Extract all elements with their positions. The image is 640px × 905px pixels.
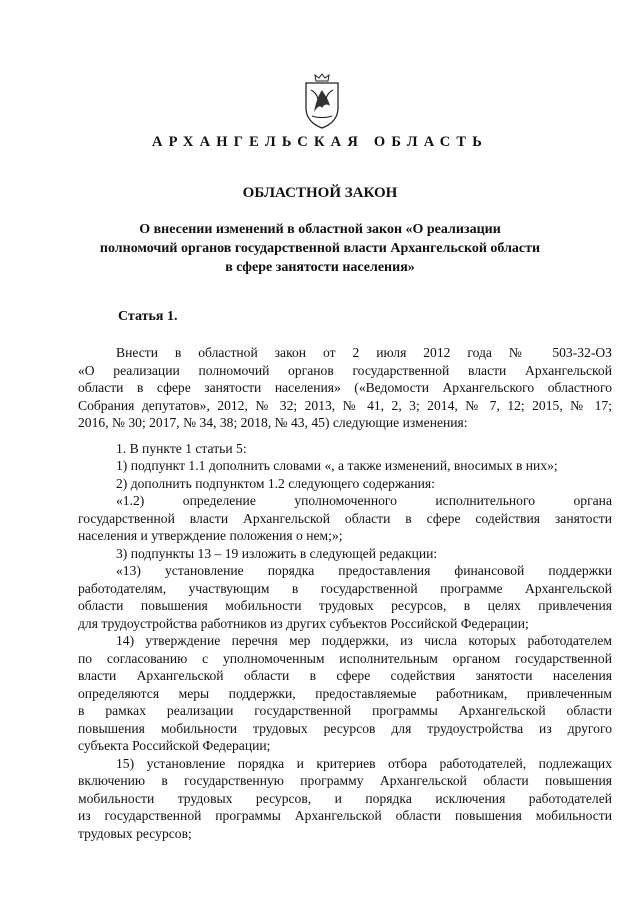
body-line: 2) дополнить подпунктом 1.2 следующего содержания: xyxy=(116,475,435,491)
law-title xyxy=(60,220,580,277)
body-line: повышения мобильности трудовых ресурсов для трудоустройства из другого xyxy=(78,720,612,736)
body-line: «1.2) определение уполномоченного исполнительного органа xyxy=(116,493,612,508)
document-type: ОБЛАСТНОЙ ЗАКОН xyxy=(242,185,398,201)
law-title-line: полномочий органов государственной власти Архангельской области xyxy=(99,241,541,256)
body-line: «О реализации полномочий органов государственной власти Архангельской xyxy=(78,362,612,378)
body-line: Собрания депутатов», 2012, № 32; 2013, № 41, 2, 3; 2014, № 7, 12; 2015, № 17; xyxy=(78,397,612,413)
body-line: работодателям, участвующим в государственной программе Архангельской xyxy=(78,580,612,596)
law-title-line: в сфере занятости населения» xyxy=(225,260,415,275)
body-line: 3) подпункты 13 – 19 изложить в следующей редакции: xyxy=(116,545,438,561)
law-title-line: О внесении изменений в областной закон «О реализации xyxy=(139,222,501,237)
body-line: мобильности трудовых ресурсов, и порядка исключения работодателей xyxy=(78,790,612,806)
body-line: государственной власти Архангельской области в сфере содействия занятости xyxy=(78,510,612,526)
body-line: 2016, № 30; 2017, № 34, 38; 2018, № 43, 45) следующие изменения: xyxy=(78,415,468,430)
body-line: населения и утверждение положения о нем;»; xyxy=(78,528,343,543)
body-line: 15) установление порядка и критериев отбора работодателей, подлежащих xyxy=(116,755,612,771)
body-line: определяются меры поддержки, предоставляемые работникам, привлеченным xyxy=(78,685,612,701)
body-line: из государственной программы Архангельской области повышения мобильности xyxy=(78,808,612,823)
body-line: области повышения мобильности трудовых ресурсов, в целях привлечения xyxy=(78,598,612,613)
body-line: «13) установление порядка предоставления финансовой поддержки xyxy=(116,563,612,578)
article-body xyxy=(78,344,612,842)
body-line: Внести в областной закон от 2 июля 2012 года № 503-32-ОЗ xyxy=(116,345,612,360)
coat-of-arms-emblem xyxy=(302,72,342,130)
body-line: включению в государственную программу Архангельской области повышения xyxy=(78,773,612,788)
body-line: в рамках реализации государственной программы Архангельской области xyxy=(78,703,612,718)
body-line: 1. В пункте 1 статьи 5: xyxy=(116,440,247,456)
body-line: власти Архангельской области в сфере содействия занятости населения xyxy=(78,668,612,683)
region-name: АРХАНГЕЛЬСКАЯ ОБЛАСТЬ xyxy=(151,134,489,150)
body-line: по согласованию с уполномоченным исполнительным органом государственной xyxy=(78,650,612,666)
body-line: трудовых ресурсов; xyxy=(78,825,192,841)
body-line: субъекта Российской Федерации; xyxy=(78,738,271,753)
body-line: 1) подпункт 1.1 дополнить словами «, а также изменений, вносимых в них»; xyxy=(116,458,558,473)
body-line: 14) утверждение перечня мер поддержки, из числа которых работодателем xyxy=(116,633,612,648)
body-line: для трудоустройства работников из других субъектов Российской Федерации; xyxy=(78,615,529,631)
article-heading: Статья 1. xyxy=(118,309,178,324)
body-line: области в сфере занятости населения» («Ведомости Архангельского областного xyxy=(78,380,612,395)
